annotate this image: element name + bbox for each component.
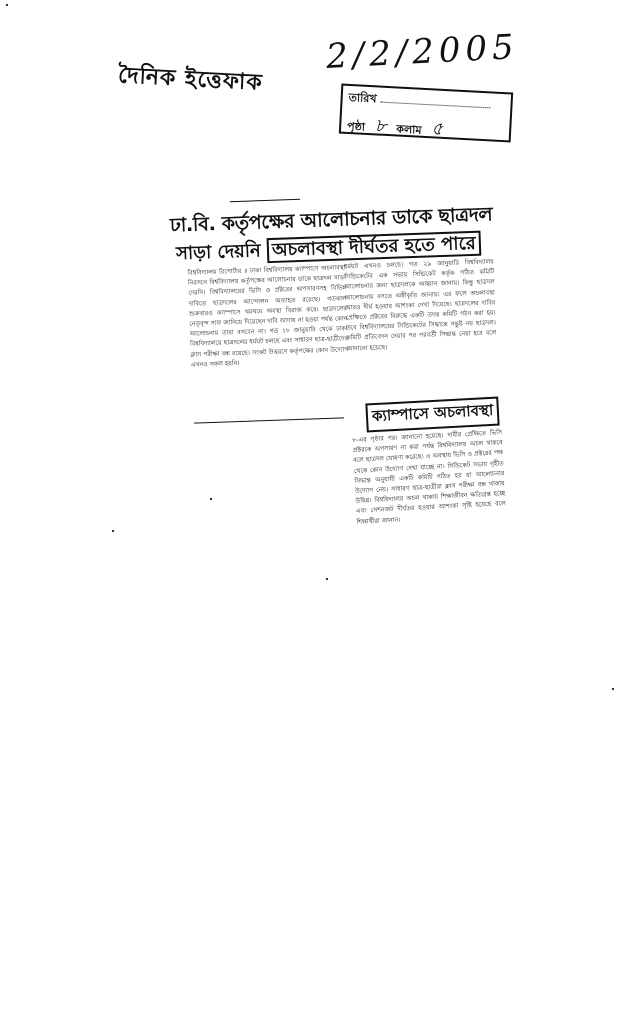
scan-speck: [326, 578, 328, 580]
column-3-text: ৮-এর পৃষ্ঠার পর। জানানো হয়েছে। দাবীর প্রেক্ষিতে ভিসি প্রক্টরকে অপসারণ না করা পর্যন্ত বিশ্ববিদ্যালয় অচল থাকবে বলে ছাত্রদল ঘোষণা করেছে। এ অবস্থায় ভিসি ও প্রক্টরের পক্ষ থেকে কোন উদ্যোগ দেখা যাচ্ছে না। সিন্ডিকেট সভায় গৃহীত সিদ্ধান্ত অনুযায়ী একটি কমিটি গঠিত হয় যা আলোচনার উদ্যোগ নেয়। সাধারণ ছাত্র-ছাত্রীরা ক্লাস পরীক্ষা বন্ধ থাকায় উদ্বিগ্ন। বিশ্ববিদ্যালয় অচল থাকায় শিক্ষাজীবন ক্ষতিগ্রস্ত হচ্ছে এবং সেশনজট দীর্ঘতর হওয়ার আশংকা সৃষ্টি হয়েছে বলে শিক্ষার্থীরা জানান।: [352, 429, 506, 526]
stamp-page-row: [346, 110, 449, 146]
top-rule: [230, 199, 300, 202]
headline-line-2-part-b: অচলাবস্থা দীর্ঘতর হতে পারে: [267, 231, 482, 263]
handwritten-date: 2/2/2005: [325, 26, 520, 78]
column-2-text: ধর্মঘট এখনও চলছে। গত ২৯ জানুয়ারি বিশ্ববিদ্যালয় সিন্ডিকেটের এক সভায় সিন্ডিকেট কর্তৃক গঠিত কমিটি আলোচনার জন্য ছাত্রদলকে আহ্বান জানায়। কিন্তু ছাত্রদল আলোচনায় বসতে অস্বীকৃতি জানায়। এর ফলে অচলাবস্থা আরও দীর্ঘ হওয়ার আশংকা দেখা দিয়েছে। ছাত্রদলের দাবির প্রেক্ষিতে প্রক্টরের বিরুদ্ধে একটি তদন্ত কমিটি গঠন করা হয়। তবে বিশ্ববিদ্যালয়ের সিন্ডিকেটের সিদ্ধান্তে সন্তুষ্ট নয় ছাত্রদল। কমিটি প্রতিবেদন দেয়ার পর পরবর্তী সিদ্ধান্ত নেয়া হবে বলে জানানো হয়েছে।: [343, 258, 497, 353]
clipping-stamp: [339, 84, 513, 143]
stamp-date-label: তারিখ: [348, 90, 377, 106]
newspaper-masthead: দৈনিক ইত্তেফাক: [117, 63, 264, 96]
stamp-column-label: কলাম: [395, 122, 422, 137]
scan-speck: [612, 688, 614, 690]
article-column-2: [344, 257, 498, 392]
headline-line-2-part-a: সাড়া দেয়নি: [175, 240, 262, 265]
scan-speck: [6, 4, 8, 6]
article-column-3: [352, 428, 510, 592]
stamp-page-label: পৃষ্ঠা: [346, 119, 366, 134]
continuation-headline: ক্যাম্পাসে অচলাবস্থা: [365, 397, 500, 433]
scan-speck: [112, 530, 114, 532]
scan-speck: [210, 498, 212, 500]
article-column-1: [187, 263, 350, 418]
stamp-column-value: ৫: [430, 118, 444, 140]
column-1-end-rule: [194, 417, 344, 423]
headline-line-1: ঢা.বি. কর্তৃপক্ষের আলোচনার ডাকে ছাত্রদল: [169, 203, 493, 237]
stamp-page-value: ৮: [374, 115, 388, 137]
column-1-text: বিশ্ববিদ্যালয় রিপোর্টার ॥ ঢাকা বিশ্ববিদ্যালয় ক্যাম্পাসে অচলাবস্থা নিরসনে বিশ্ববিদ্যালয় কর্তৃপক্ষের আলোচনার ডাকে ছাত্রদল সাড়া দেয়নি। বিশ্ববিদ্যালয়ের ভিসি ও প্রক্টরের অপসারণসহ বিভিন্ন দাবিতে ছাত্রদলের আন্দোলন অব্যাহত রয়েছে। গতকাল শুক্রবারও ক্যাম্পাসে থমথমে অবস্থা বিরাজ করে। ছাত্রদলের নেতৃবৃন্দ সাফ জানিয়ে দিয়েছেন দাবি আদায় না হওয়া পর্যন্ত কোন আলোচনায় তারা বসবেন না। গত ১৮ জানুয়ারি থেকে ঢাকা বিশ্ববিদ্যালয়ে ছাত্রদলের ধর্মঘট চলছে এবং সাধারণ ছাত্র-ছাত্রীদের ক্লাস পরীক্ষা বন্ধ রয়েছে। সংকট উত্তরণে কর্তৃপক্ষের কোন উদ্যোগ এখনও সফল হয়নি।: [187, 264, 349, 369]
